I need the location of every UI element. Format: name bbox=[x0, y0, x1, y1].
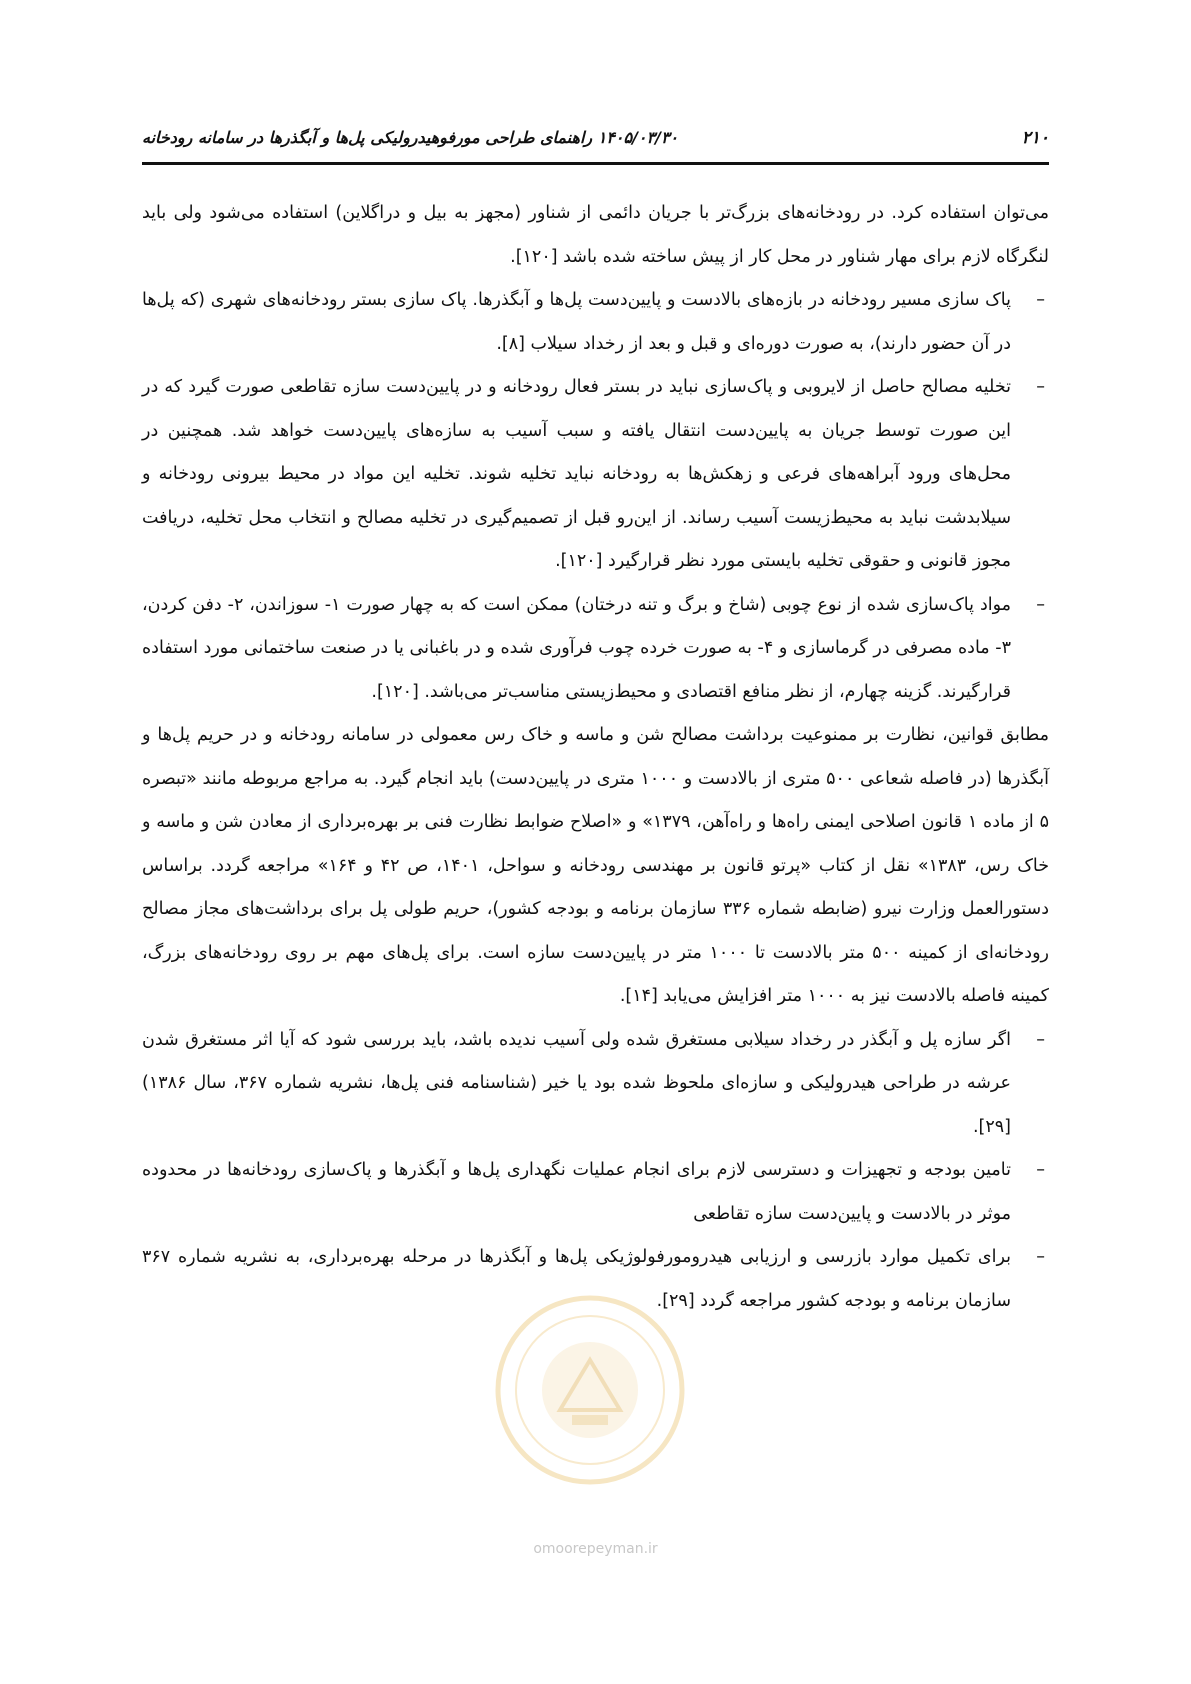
bullet-list-b bbox=[142, 1019, 1049, 1324]
list-item: – تخلیه مصالح حاصل از لایروبی و پاک‌سازی نباید در بستر فعال رودخانه و در پایین‌دست سازه تقاطعی صورت گیرد که در این صورت توسط جریان به پایین‌دست انتقال یافته و سبب آسیب به سازه‌های پایین‌دست خواهد شد. همچنین در محل‌های ورود آبراهه‌های فرعی و زهکش‌ها به رودخانه نباید تخلیه شوند. تخلیه این مواد در محیط بیرونی رودخانه و سیلابدشت نباید به محیط‌زیست آسیب رساند. از این‌رو قبل از تصمیم‌گیری در تخلیه مصالح و انتخاب محل تخلیه، دریافت مجوز قانونی و حقوقی تخلیه بایستی مورد نظر قرارگیرد [۱۲۰]. bbox=[142, 366, 1049, 584]
bullet-list-a bbox=[142, 279, 1049, 714]
list-item: – تامین بودجه و تجهیزات و دسترسی لازم برای انجام عملیات نگهداری پل‌ها و آبگذرها و پاک‌سازی رودخانه‌ها در محدوده موثر در بالادست و پایین‌دست سازه تقاطعی bbox=[142, 1149, 1049, 1236]
page-content bbox=[142, 192, 1049, 1323]
page-number: ۲۱۰ bbox=[1021, 128, 1049, 148]
intro-paragraph: می‌توان استفاده کرد. در رودخانه‌های بزرگ‌تر با جریان دائمی از شناور (مجهز به بیل و دراگلاین) استفاده می‌شود ولی باید لنگرگاه لازم برای مهار شناور در محل کار از پیش ساخته شده باشد [۱۲۰]. bbox=[142, 203, 1049, 267]
list-item: – اگر سازه پل و آبگذر در رخداد سیلابی مستغرق شده ولی آسیب ندیده باشد، باید بررسی شود که آیا اثر مستغرق شدن عرشه در طراحی هیدرولیکی و سازه‌ای ملحوظ شده بود یا خیر (شناسنامه فنی پل‌ها، نشریه شماره ۳۶۷، سال ۱۳۸۶) [۲۹]. bbox=[142, 1019, 1049, 1150]
list-item: – برای تکمیل موارد بازرسی و ارزیابی هیدرومورفولوژیکی پل‌ها و آبگذرها در مرحله بهره‌برداری، به نشریه شماره ۳۶۷ سازمان برنامه و بودجه کشور مراجعه گردد [۲۹]. bbox=[142, 1236, 1049, 1323]
page-header bbox=[142, 128, 1049, 166]
header-rule bbox=[142, 162, 1049, 165]
list-item: – پاک سازی مسیر رودخانه در بازه‌های بالادست و پایین‌دست پل‌ها و آبگذرها. پاک سازی بستر رودخانه‌های شهری (که پل‌ها در آن حضور دارند)، به صورت دوره‌ای و قبل و بعد از رخداد سیلاب [۸]. bbox=[142, 279, 1049, 366]
regulations-paragraph: مطابق قوانین، نظارت بر ممنوعیت برداشت مصالح شن و ماسه و خاک رس معمولی در سامانه رودخانه و در حریم پل‌ها و آبگذرها (در فاصله شعاعی ۵۰۰ متری از بالادست و ۱۰۰۰ متری در پایین‌دست) باید انجام گیرد. به مراجع مربوطه مانند «تبصره ۵ از ماده ۱ قانون اصلاحی ایمنی راه‌ها و راه‌آهن، ۱۳۷۹» و «اصلاح ضوابط نظارت فنی بر بهره‌برداری از معادن شن و ماسه و خاک رس، ۱۳۸۳» نقل از کتاب «پرتو قانون بر مهندسی رودخانه و سواحل، ۱۴۰۱، ص ۴۲ و ۱۶۴» مراجعه گردد. براساس دستورالعمل وزارت نیرو (ضابطه شماره ۳۳۶ سازمان برنامه و بودجه کشور)، حریم طولی پل برای برداشت‌های مجاز مصالح رودخانه‌ای از کمینه ۵۰۰ متر بالادست تا ۱۰۰۰ متر در پایین‌دست سازه است. برای پل‌های مهم بر روی رودخانه‌های بزرگ، کمینه فاصله بالادست نیز به ۱۰۰۰ متر افزایش می‌یابد [۱۴]. bbox=[142, 725, 1050, 1006]
running-title: ۱۴۰۵/۰۳/۳۰ راهنمای طراحی مورفوهیدرولیکی پل‌ها و آبگذرها در سامانه رودخانه bbox=[142, 128, 679, 147]
list-item: – مواد پاک‌سازی شده از نوع چوبی (شاخ و برگ و تنه درختان) ممکن است که به چهار صورت ۱- سوزاندن، ۲- دفن کردن، ۳- ماده مصرفی در گرماسازی و ۴- به صورت خرده چوب فرآوری شده و در باغبانی یا در صنعت ساختمانی مورد استفاده قرارگیرند. گزینه چهارم، از نظر منافع اقتصادی و محیط‌زیستی مناسب‌تر می‌باشد. [۱۲۰]. bbox=[142, 584, 1049, 715]
watermark-text: omoorepeyman.ir bbox=[533, 1541, 658, 1557]
